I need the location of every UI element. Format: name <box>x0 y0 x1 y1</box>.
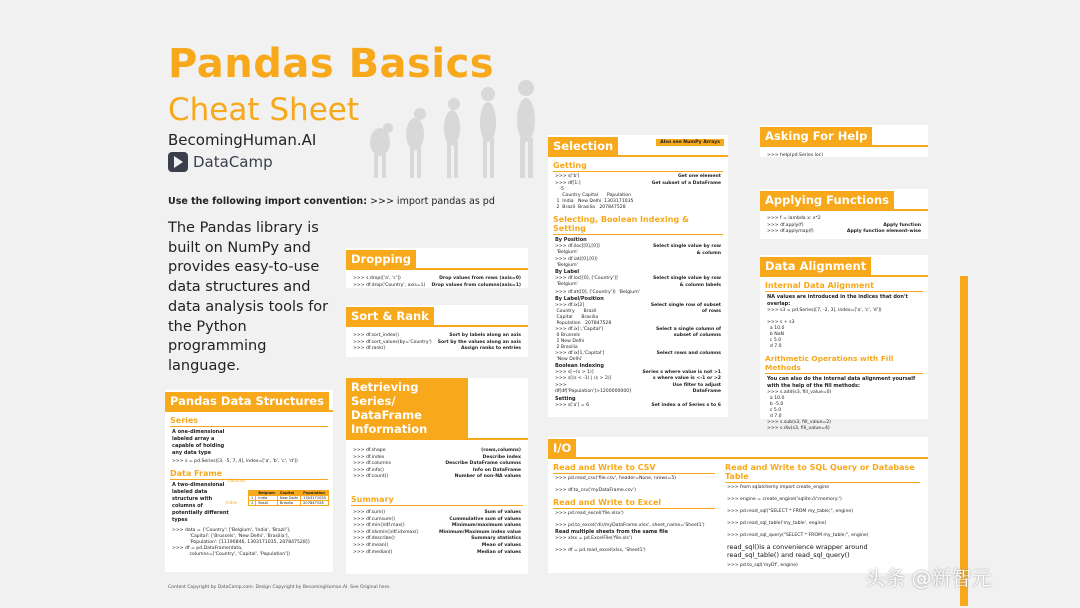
list-item: >>> df.rank() Assign ranks to entries <box>353 346 521 352</box>
datacamp-logo <box>168 152 273 172</box>
io-right-column <box>720 459 925 569</box>
getting-rule <box>553 171 723 172</box>
numpy-tag: Also see NumPy Arrays <box>656 139 724 146</box>
list-item: >>> df.mean() Mean of values <box>353 542 521 548</box>
getting-output: -5 Country Capital Population 1 India New Delhi 1303171035 2 Brazil Brasilia 207847528 <box>556 187 634 211</box>
sql-code-2: >>> pd.to_sql('myDf', engine) <box>727 563 798 568</box>
list-item: >>> df.iloc[[0],[0]] 'Belgium' Select single value by row & column <box>555 244 721 256</box>
retrieve-rule <box>346 438 528 440</box>
frame-rule <box>170 479 328 480</box>
dropping-rule <box>346 268 528 270</box>
list-item: >>> df.columns Describe DataFrame columns <box>353 461 521 467</box>
summary-heading: Summary <box>351 494 394 504</box>
list-item: >>> df.cumsum() Cummulative sum of values <box>353 516 521 522</box>
sql-note: read_sql()is a convenience wrapper around read_sql_table() and read_sql_query() <box>727 543 868 559</box>
page-title: Pandas Basics <box>168 41 495 87</box>
arith-heading: Arithmetic Operations with Fill Methods <box>765 354 894 372</box>
list-item: >>> df.sum() Sum of values <box>353 509 521 515</box>
by-label-label: By Label <box>555 269 580 276</box>
internal-code: >>> s3 = pd.Series([7, -2, 3], index=['a', 'c', 'd']) >>> s + s3 a 10.0 b NaN c 5.0 d 7.0 <box>767 308 882 349</box>
getting-heading: Getting <box>553 161 587 170</box>
selection-rule <box>548 155 728 157</box>
excel-heading: Read and Write to Excel <box>553 498 662 507</box>
list-item: >>> df.ix[:,'Capital'] 0 Brussels 1 New Delhi 2 Brasilia Select a single column of subset of columns <box>555 326 721 350</box>
sort-rule <box>346 325 528 327</box>
excel-multi-label: Read multiple sheets from the same file <box>555 529 668 535</box>
brand-name: BecomingHuman.AI <box>168 131 317 149</box>
help-panel <box>760 125 928 157</box>
by-labelpos-label: By Label/Position <box>555 295 604 302</box>
sb-rule <box>553 234 723 235</box>
list-item: >>> df.applymap(f) Apply function element-wise <box>767 229 921 235</box>
arith-description: You can also do the internal data alignment yourself with the help of the fill methods: <box>767 376 916 389</box>
retrieve-title: Retrieving Series/ DataFrame Information <box>346 378 468 438</box>
accent-bar <box>960 276 968 606</box>
help-code: >>> help(pd.Series.loc) <box>767 153 824 158</box>
import-convention <box>168 196 495 207</box>
csv-rule <box>553 473 715 474</box>
dropping-title: Dropping <box>346 250 416 268</box>
import-lead: Use the following import convention: <box>168 196 367 207</box>
list-item: >>> df.info() Info on DataFrame <box>353 467 521 473</box>
list-item: >>> df.iat([0],[0]) 'Belgium' <box>555 257 598 269</box>
list-item: >>> df.drop('Country', axis=1) Drop values from columns(axis=1) <box>353 282 521 288</box>
frame-description: A two-dimensional labeled data structure with columns of potentially different types <box>172 482 229 523</box>
help-rule <box>760 145 928 147</box>
io-title: I/O <box>548 439 576 457</box>
arith-rule <box>765 373 923 374</box>
io-left-column <box>548 459 720 569</box>
setting-label: Setting <box>555 395 576 402</box>
list-item: >>> df.shape (rows,columns) <box>353 448 521 453</box>
list-item: >>> df.ix[2] Country Brazil Capital Brasilia Population 207847528 Select single row of subset of rows <box>555 302 721 326</box>
selection-panel <box>548 135 728 417</box>
selection-title: Selection <box>548 137 618 155</box>
internal-description: NA values are introduced in the indices that don't overlap: <box>767 294 908 307</box>
datacamp-icon <box>168 152 188 172</box>
watermark: 头条 @新智元 <box>865 566 992 590</box>
table-row: 1 India New Delhi 1303171035 <box>249 496 329 501</box>
csv-heading: Read and Write to CSV <box>553 463 656 472</box>
excel-code-2: >>> xlsx = pd.ExcelFile('file.xls') >>> df = pd.read_excel(xlsx, 'Sheet1') <box>555 536 646 553</box>
list-item: >>> df.sort_values(by='Country') Sort by the values along an axis <box>353 339 521 345</box>
retrieve-panel <box>346 378 528 574</box>
list-item: >>> s[~(s > 1)] Series s where value is not >1 <box>555 369 721 375</box>
page-subtitle: Cheat Sheet <box>168 92 359 128</box>
io-panel <box>548 437 928 573</box>
list-item: >>> df.index Describe index <box>353 454 521 460</box>
internal-rule <box>765 291 923 292</box>
excel-code-1: >>> pd.read_excel('file.xlsx') >>> pd.to_excel('dir/myDataFrame.xlsx', sheet_name='Sheet1') <box>555 511 705 528</box>
list-item: >>> df.idxmin()/df.idxmax() Minimum/Maximum index value <box>353 529 521 535</box>
list-item: >>> df.at([0], ['Country']) 'Belgium' <box>555 289 640 295</box>
list-item: >>> s['a'] = 6 Set index a of Series s to 6 <box>555 402 721 408</box>
apply-title: Applying Functions <box>760 191 894 209</box>
boolean-label: Boolean Indexing <box>555 362 604 369</box>
table-row: Belgium Capital Population <box>249 491 329 496</box>
structures-rule <box>165 410 333 412</box>
csv-code: >>> pd.read_csv('file.csv', header=None, nrows=5) >>> df.to_csv('myDataFrame.csv') <box>555 476 677 493</box>
list-item: >>> df.sort_index() Sort by labels along an axis <box>353 333 521 338</box>
excel-rule <box>553 508 715 509</box>
list-item: >>> df.loc[[0], ['Country']] 'Belgium' Select single value by row & column labels <box>555 276 721 288</box>
frame-desc-row <box>165 478 333 524</box>
sort-title: Sort & Rank <box>346 307 434 325</box>
evolution-illustration <box>360 42 550 182</box>
footer-credit: Content Copyright by DataCamp.com. Design Copyright by BecomingHuman.AI. See Original here. <box>168 585 391 590</box>
align-panel <box>760 255 928 431</box>
series-description: A one-dimensional labeled array a capable of holding any data type <box>172 429 225 456</box>
frame-table <box>248 490 329 506</box>
frame-code-4: >>> df = pd.DataFrame(data, <box>172 546 243 551</box>
apply-rule <box>760 209 928 211</box>
list-item: >>> s[(s < -1) | (s > 2)] s where value is <-1 or >2 <box>555 376 721 382</box>
list-item: >>> f = lambda x: x*2 <box>767 216 821 221</box>
dropping-panel <box>346 248 528 288</box>
sql-rule <box>725 482 920 483</box>
apply-panel <box>760 189 928 239</box>
list-item: >>> df.min()/df.max() Minimum/maximum values <box>353 523 521 529</box>
list-item: >>> df.describe() Summary statistics <box>353 536 521 542</box>
frame-columns-label: Columns <box>228 478 246 483</box>
list-item: >>> df[df['Population']>1200000000] Use filter to adjust DataFrame <box>555 382 721 395</box>
list-item: >>> s.drop(['a', 'c']) Drop values from rows (axis=0) <box>353 276 521 281</box>
frame-heading: Data Frame <box>170 469 223 478</box>
frame-code-3: 'Population': [11190846, 1303171035, 207847528]} <box>172 540 311 545</box>
help-title: Asking For Help <box>760 127 872 145</box>
list-item: >>> df.ix[1,'Capital'] 'New Delhi' Select rows and columns <box>555 350 721 362</box>
structures-panel <box>165 390 333 572</box>
align-rule <box>760 275 928 277</box>
summary-rule <box>351 505 523 506</box>
intro-text: The Pandas library is built on NumPy and provides easy-to-use data structures and data analysis tools for the Python programming language. <box>168 220 329 374</box>
sort-panel <box>346 305 528 357</box>
datacamp-label: DataCamp <box>193 153 273 171</box>
list-item: >>> s['b'] Get one element <box>555 174 721 179</box>
list-item: >>> df.count() Number of non-NA values <box>353 474 521 480</box>
series-code: >>> s = pd.Series([3, -5, 7, 4], index=['a', 'b', 'c', 'd']) <box>172 459 298 464</box>
series-rule <box>170 426 328 427</box>
frame-code-2: 'Capital': ['Brussels', 'New Delhi', 'Brasilia'], <box>172 534 290 539</box>
sb-heading: Selecting, Boolean Indexing & Setting <box>553 215 689 234</box>
frame-index-label: Index <box>226 500 238 505</box>
frame-diagram <box>226 478 329 524</box>
internal-heading: Internal Data Alignment <box>765 281 874 290</box>
series-heading: Series <box>170 416 199 425</box>
sql-code-1: >>> from sqlalchemy import create_engine >>> engine = create_engine('sqlite:///:memory:') >>> pd.read_sql("SELECT * FROM my_table;", engine) >>> pd.read_sql_table('my_table', engine) >>> pd.read_sql_query("SELECT * FROM my_table;", engine) <box>727 485 869 538</box>
table-row: 2 Brazil Brasilia 207847528 <box>249 501 329 506</box>
import-code: >>> import pandas as pd <box>370 196 495 207</box>
list-item: >>> df[1:] Get subset of a DataFrame <box>555 180 721 186</box>
by-position-label: By Position <box>555 237 587 244</box>
sql-heading: Read and Write to SQL Query or Database Table <box>725 463 915 481</box>
list-item: >>> df.apply(f) Apply function <box>767 222 921 228</box>
list-item: >>> df.median() Median of values <box>353 549 521 555</box>
structures-title: Pandas Data Structures <box>165 392 329 410</box>
frame-code-1: >>> data = {'Country': ['Belgium', 'India', 'Brazil'], <box>172 528 291 533</box>
arith-code: >>> s.add(s3, fill_value=0) a 10.0 b -5.0 c 5.0 d 7.0 >>> s.sub(s3, fill_value=2) >>> s.div(s3, fill_value=4) <box>767 390 832 431</box>
align-title: Data Alignment <box>760 257 871 275</box>
frame-code-5: columns=['Country', 'Capital', 'Population']) <box>172 552 290 557</box>
